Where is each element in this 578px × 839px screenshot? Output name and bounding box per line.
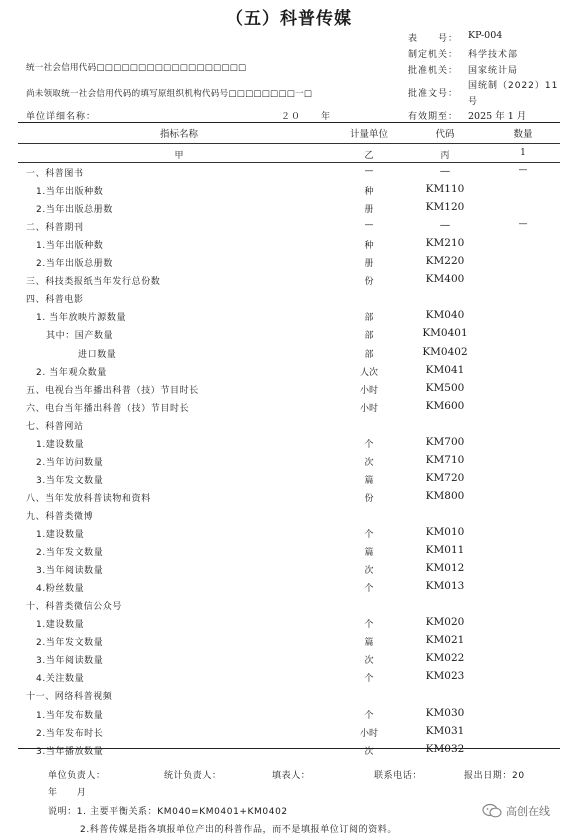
row-unit: 册 bbox=[364, 205, 374, 216]
table-row bbox=[0, 381, 578, 399]
row-indicator-name: 2.当年发文数量 bbox=[36, 638, 104, 649]
row-indicator-name: 1.建设数量 bbox=[36, 530, 85, 540]
filler-label: 填表人： bbox=[272, 771, 311, 781]
row-indicator-name: 2.当年发布时长 bbox=[36, 728, 104, 739]
table-row bbox=[0, 489, 578, 507]
approver: 国家统计局 bbox=[468, 66, 519, 76]
table-row bbox=[0, 579, 578, 597]
row-indicator-name: 2.当年出版总册数 bbox=[36, 259, 113, 270]
row-indicator-name: 1.当年出版种数 bbox=[36, 187, 104, 198]
table-row bbox=[0, 669, 578, 687]
phone-label: 联系电话： bbox=[374, 771, 423, 781]
row-code: KM032 bbox=[425, 742, 465, 755]
approver-label: 批准机关： bbox=[408, 66, 459, 76]
col-header-name: 指标名称 bbox=[159, 129, 198, 140]
row-indicator-name: 1.当年发布数量 bbox=[36, 710, 104, 721]
wechat-bubble-icon bbox=[482, 803, 502, 819]
row-indicator-name: 六、电台当年播出科普（技）节目时长 bbox=[26, 403, 190, 414]
row-indicator-name: 3.当年阅读数量 bbox=[36, 566, 104, 577]
table-row bbox=[0, 453, 578, 471]
row-code: KM600 bbox=[425, 399, 465, 412]
org-code-field: 尚未领取统一社会信用代码的填写原组织机构代码号□□□□□□□□一□ bbox=[26, 89, 313, 99]
table-row bbox=[0, 200, 578, 218]
row-code: KM500 bbox=[425, 381, 465, 394]
row-indicator-name: 4.粉丝数量 bbox=[36, 584, 85, 595]
table-row bbox=[0, 507, 578, 525]
table-row bbox=[0, 363, 578, 381]
row-unit: 个 bbox=[364, 530, 374, 540]
row-code: KM720 bbox=[425, 471, 465, 484]
row-code: KM022 bbox=[425, 652, 465, 665]
row-unit: 人次 bbox=[359, 367, 378, 378]
page-title: （五）科普传媒 bbox=[226, 9, 352, 29]
table-row bbox=[0, 651, 578, 669]
col-sub-code: 丙 bbox=[440, 151, 450, 161]
row-indicator-name: 1.当年出版种数 bbox=[36, 241, 104, 252]
table-row bbox=[0, 687, 578, 705]
approval-doc-line2: 号 bbox=[468, 97, 479, 107]
col-header-qty: 数量 bbox=[513, 129, 533, 140]
row-indicator-name: 4.关注数量 bbox=[36, 674, 85, 685]
table-row bbox=[0, 399, 578, 417]
table-row bbox=[0, 561, 578, 579]
row-indicator-name: 1. 当年放映片源数量 bbox=[36, 313, 127, 324]
row-code: — bbox=[439, 165, 451, 177]
watermark-text: 高创在线 bbox=[506, 805, 550, 818]
stats-head-label: 统计负责人： bbox=[164, 771, 222, 781]
note-line-1: 说明：1. 主要平衡关系：KM040=KM0401+KM0402 bbox=[48, 807, 288, 817]
row-code: KM210 bbox=[425, 237, 465, 250]
row-indicator-name: 2.当年发文数量 bbox=[36, 548, 104, 559]
row-quantity: — bbox=[518, 165, 528, 175]
row-indicator-name: 八、当年发放科普读物和资料 bbox=[26, 493, 151, 504]
row-code: KM011 bbox=[425, 544, 465, 557]
row-code: KM010 bbox=[425, 526, 465, 538]
row-unit: — bbox=[364, 166, 374, 176]
table-row bbox=[0, 525, 578, 543]
table-row bbox=[0, 471, 578, 489]
row-code: KM400 bbox=[425, 273, 465, 286]
row-code: KM220 bbox=[425, 255, 465, 268]
col-sub-name: 甲 bbox=[174, 151, 184, 161]
row-code: KM020 bbox=[425, 616, 465, 629]
row-code: KM700 bbox=[425, 435, 465, 448]
valid-until: 2025 年 1 月 bbox=[468, 111, 527, 122]
subheader-rule bbox=[18, 162, 560, 163]
row-unit: 种 bbox=[364, 241, 374, 252]
row-indicator-name: 五、电视台当年播出科普（技）节目时长 bbox=[26, 385, 199, 396]
row-unit: 篇 bbox=[364, 475, 374, 486]
table-row bbox=[0, 724, 578, 742]
row-code: KM040 bbox=[425, 309, 465, 322]
unit-name-label: 单位详细名称： bbox=[26, 112, 97, 122]
row-unit: 小时 bbox=[359, 728, 378, 739]
row-indicator-name: 3.当年播放数量 bbox=[36, 746, 104, 757]
row-code: KM041 bbox=[425, 363, 465, 376]
row-unit: 个 bbox=[364, 584, 374, 595]
row-indicator-name: 十一、网络科普视频 bbox=[26, 692, 113, 703]
table-row bbox=[0, 706, 578, 724]
row-unit: 份 bbox=[364, 277, 374, 288]
row-indicator-name: 3.当年阅读数量 bbox=[36, 656, 104, 667]
table-row bbox=[0, 164, 578, 182]
row-code: KM013 bbox=[425, 580, 465, 593]
row-unit: 次 bbox=[364, 457, 374, 468]
row-unit: 个 bbox=[364, 620, 374, 631]
row-indicator-name: 其中：国产数量 bbox=[46, 331, 114, 342]
table-row bbox=[0, 308, 578, 326]
row-quantity: — bbox=[518, 219, 528, 230]
table-row bbox=[0, 254, 578, 272]
row-code: KM800 bbox=[425, 489, 465, 502]
row-unit: — bbox=[364, 220, 374, 231]
row-code: KM023 bbox=[425, 670, 465, 683]
table-row bbox=[0, 615, 578, 633]
row-unit: 篇 bbox=[364, 638, 374, 649]
table-row bbox=[0, 633, 578, 651]
row-indicator-name: 二、科普期刊 bbox=[26, 223, 84, 234]
row-unit: 个 bbox=[364, 439, 374, 450]
row-indicator-name: 2.当年出版总册数 bbox=[36, 205, 113, 216]
row-indicator-name: 3.当年发文数量 bbox=[36, 475, 104, 486]
table-row bbox=[0, 597, 578, 615]
row-code: KM0402 bbox=[422, 345, 468, 358]
table-row bbox=[0, 435, 578, 453]
row-unit: 小时 bbox=[359, 385, 378, 396]
row-indicator-name: 四、科普电影 bbox=[26, 295, 84, 306]
row-code: KM710 bbox=[425, 453, 465, 466]
table-row bbox=[0, 326, 578, 344]
row-indicator-name: 七、科普网站 bbox=[26, 421, 84, 432]
table-row bbox=[0, 290, 578, 308]
row-indicator-name: 三、科技类报纸当年发行总份数 bbox=[26, 277, 161, 288]
row-indicator-name: 2. 当年观众数量 bbox=[36, 367, 107, 378]
table-row bbox=[0, 742, 578, 760]
row-indicator-name: 进口数量 bbox=[78, 349, 117, 360]
row-unit: 篇 bbox=[364, 548, 374, 559]
row-code: KM120 bbox=[425, 201, 465, 214]
row-unit: 小时 bbox=[359, 403, 378, 414]
row-code: KM031 bbox=[425, 724, 465, 737]
row-code: KM012 bbox=[425, 562, 465, 575]
row-unit: 部 bbox=[364, 331, 374, 342]
row-indicator-name: 十、科普类微信公众号 bbox=[26, 602, 123, 613]
col-sub-qty: 1 bbox=[520, 148, 526, 158]
table-row bbox=[0, 417, 578, 435]
note-line-2: 2.科普传媒是指各填报单位产出的科普作品，而不是填报单位订阅的资料。 bbox=[80, 825, 397, 835]
col-header-code: 代码 bbox=[435, 129, 455, 140]
unit-head-label: 单位负责人： bbox=[48, 771, 106, 781]
row-unit: 个 bbox=[364, 674, 374, 685]
row-code: KM0401 bbox=[422, 327, 468, 340]
year-month-label: 年 月 bbox=[48, 788, 87, 798]
row-indicator-name: 1.建设数量 bbox=[36, 439, 85, 450]
row-code: — bbox=[439, 219, 451, 232]
row-unit: 次 bbox=[364, 656, 374, 667]
issuer-label: 制定机关： bbox=[408, 50, 459, 60]
approval-doc-line1: 国统制（2022）11 bbox=[468, 81, 559, 91]
row-code: KM030 bbox=[425, 706, 465, 719]
table-row bbox=[0, 543, 578, 561]
row-unit: 种 bbox=[364, 187, 374, 198]
row-indicator-name: 一、科普图书 bbox=[26, 169, 84, 179]
table-row bbox=[0, 236, 578, 254]
report-date-label: 报出日期：20 bbox=[464, 771, 525, 781]
row-indicator-name: 1.建设数量 bbox=[36, 620, 85, 631]
report-year: ２０ 年 bbox=[281, 112, 332, 122]
table-row bbox=[0, 218, 578, 236]
row-unit: 次 bbox=[364, 566, 374, 577]
row-code: KM021 bbox=[425, 634, 465, 647]
col-header-unit: 计量单位 bbox=[349, 129, 388, 140]
approval-doc-label: 批准文号： bbox=[408, 89, 459, 99]
row-unit: 份 bbox=[364, 493, 374, 504]
credit-code-field: 统一社会信用代码□□□□□□□□□□□□□□□□□□ bbox=[26, 63, 247, 73]
table-row bbox=[0, 345, 578, 363]
col-sub-unit: 乙 bbox=[364, 151, 374, 161]
header-rule bbox=[18, 143, 560, 144]
row-unit: 部 bbox=[364, 349, 374, 360]
row-unit: 个 bbox=[364, 710, 374, 721]
issuer: 科学技术部 bbox=[468, 50, 519, 60]
row-unit: 册 bbox=[364, 259, 374, 270]
form-no: KP-004 bbox=[468, 30, 503, 41]
table-top-rule bbox=[18, 122, 560, 123]
row-indicator-name: 九、科普类微博 bbox=[26, 511, 94, 522]
table-row bbox=[0, 272, 578, 290]
row-unit: 部 bbox=[364, 313, 374, 324]
valid-until-label: 有效期至： bbox=[408, 112, 459, 122]
table-row bbox=[0, 182, 578, 200]
row-code: KM110 bbox=[425, 183, 465, 196]
row-indicator-name: 2.当年访问数量 bbox=[36, 457, 104, 468]
form-no-label: 表 号： bbox=[408, 34, 459, 44]
row-unit: 次 bbox=[364, 746, 374, 757]
